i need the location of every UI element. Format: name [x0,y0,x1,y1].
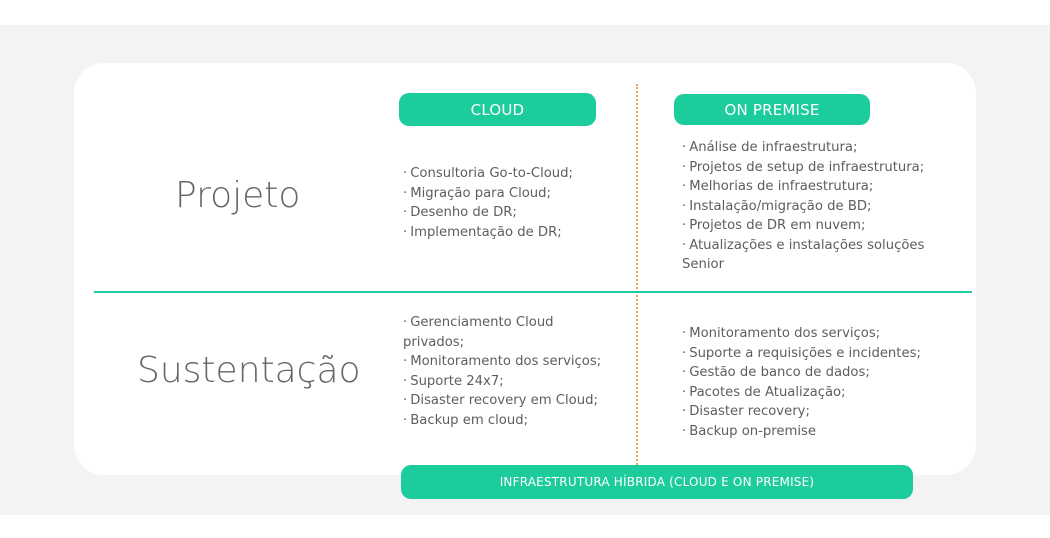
list-item [682,158,952,178]
bullet-icon: · [403,166,408,181]
list-item [682,197,952,217]
list-item [403,184,613,204]
list-item [682,324,952,344]
list-item-text: Backup on-premise [689,423,817,439]
list-item-text: Projetos de DR em nuvem; [689,218,866,233]
hybrid-banner-label: INFRAESTRUTURA HÍBRIDA (CLOUD E ON PREMISE) [499,475,815,489]
bullet-icon: · [682,365,687,380]
bullet-icon: · [403,185,408,201]
on-premise-header-label: ON PREMISE [724,100,820,119]
list-item [403,352,618,372]
cloud-header [399,93,596,126]
list-item-text: Desenho de DR; [410,205,517,220]
list-item [403,203,613,223]
bullet-icon: · [403,393,408,408]
list-item-text: Suporte a requisições e incidentes; [689,345,921,361]
bullet-icon: · [682,345,687,361]
list-item [403,223,613,243]
list-item [682,344,952,364]
row-label-projeto: Projeto [175,175,301,216]
bullet-icon: · [403,354,408,369]
list-item [682,216,952,236]
list-item-text: Suporte 24x7; [410,373,504,389]
list-item-text: Melhorias de infraestrutura; [689,179,874,194]
list-item [682,383,952,403]
list-item [682,138,952,158]
projeto-cloud-list [403,164,613,242]
list-item-text: Gerenciamento Cloud privados; [403,315,554,350]
bullet-icon: · [682,384,687,400]
list-item-text: Disaster recovery em Cloud; [410,393,598,408]
on-premise-header [674,94,870,125]
list-item [403,164,613,184]
list-item [682,177,952,197]
projeto-on-premise-list [682,138,952,275]
list-item-text: Implementação de DR; [410,224,562,240]
list-item-text: Projetos de setup de infraestrutura; [689,159,925,175]
bullet-icon: · [403,412,408,428]
sustentacao-cloud-list [403,313,618,430]
bullet-icon: · [682,326,687,341]
bullet-icon: · [403,205,408,220]
row-divider [94,291,972,293]
list-item [403,313,618,352]
bullet-icon: · [682,198,687,214]
bullet-icon: · [682,237,687,253]
bullet-icon: · [682,179,687,194]
list-item-text: Migração para Cloud; [410,185,551,201]
list-item [682,363,952,383]
list-item-text: Instalação/migração de BD; [689,198,872,214]
bullet-icon: · [403,373,408,389]
list-item-text: Pacotes de Atualização; [689,384,846,400]
sustentacao-on-premise-list [682,324,952,441]
list-item [682,236,952,275]
bullet-icon: · [682,423,687,439]
hybrid-infrastructure-banner [401,465,913,499]
list-item-text: Consultoria Go-to-Cloud; [410,166,573,181]
list-item-text: Análise de infraestrutura; [689,140,858,155]
list-item-text: Gestão de banco de dados; [689,365,870,380]
list-item [682,422,952,442]
bullet-icon: · [682,218,687,233]
bullet-icon: · [682,404,687,419]
bullet-icon: · [403,224,408,240]
list-item-text: Atualizações e instalações soluções Senior [682,237,925,272]
list-item [403,391,618,411]
bullet-icon: · [403,315,408,330]
list-item [682,402,952,422]
list-item [403,372,618,392]
list-item-text: Backup em cloud; [410,412,529,428]
bullet-icon: · [682,159,687,175]
column-divider [636,84,638,468]
list-item-text: Monitoramento dos serviços; [410,354,602,369]
list-item-text: Monitoramento dos serviços; [689,326,881,341]
list-item-text: Disaster recovery; [689,404,810,419]
bullet-icon: · [682,140,687,155]
list-item [403,411,618,431]
row-label-sustentacao: Sustentação [137,350,361,391]
cloud-header-label: CLOUD [470,100,525,119]
